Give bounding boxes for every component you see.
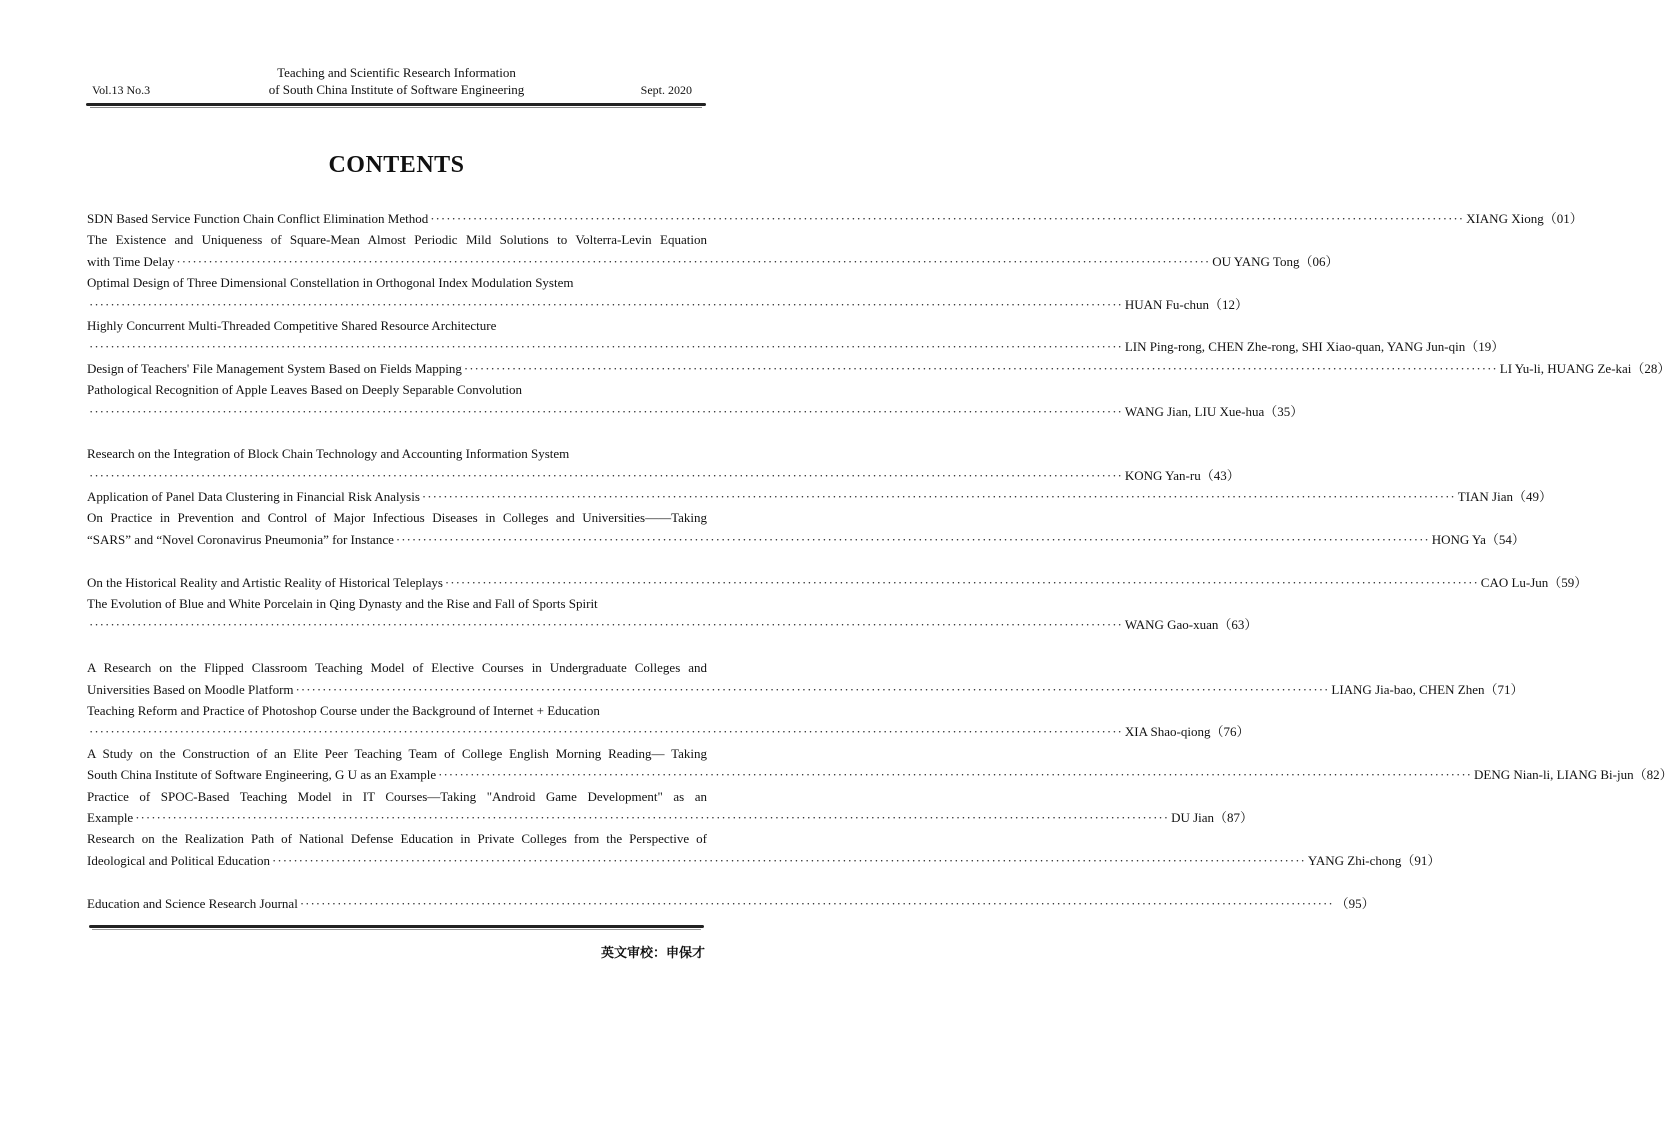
entry-title: Ideological and Political Education — [87, 852, 271, 868]
toc-entry-line[interactable]: A Study on the Construction of an Elite Peer Teaching Team of College English Morning Reading— Taking — [87, 745, 707, 761]
table-of-contents — [87, 208, 1673, 914]
header-rule — [86, 103, 706, 106]
entry-title: Design of Teachers' File Management System Based on Fields Mapping — [87, 360, 462, 376]
section-gap — [87, 422, 707, 443]
leader-dots: ·································································································································································································· — [295, 681, 1330, 697]
issue-date: Sept. 2020 — [640, 83, 692, 97]
leader-dots: ·································································································································································································· — [395, 531, 1430, 547]
toc-entry[interactable] — [87, 401, 1304, 422]
journal-name-line1: Teaching and Scientific Research Information — [277, 65, 516, 80]
leader-dots: ·································································································································································································· — [430, 211, 1465, 226]
page-title: CONTENTS — [328, 152, 465, 178]
toc-entry[interactable] — [87, 465, 1240, 486]
entry-title: Example — [87, 809, 134, 825]
toc-entry-line[interactable]: Optimal Design of Three Dimensional Constellation in Orthogonal Index Modulation System — [87, 275, 574, 291]
toc-entry[interactable] — [87, 850, 1441, 871]
entry-author-page: TIAN Jian（49） — [1457, 489, 1553, 505]
leader-dots: ·································································································································································································· — [299, 895, 1334, 911]
header-rule-thin — [90, 107, 702, 108]
entry-title: Application of Panel Data Clustering in Financial Risk Analysis — [87, 489, 420, 505]
leader-dots: ·································································································································································································· — [176, 253, 1211, 269]
toc-entry-line[interactable]: Teaching Reform and Practice of Photoshop Course under the Background of Internet + Education — [87, 702, 600, 718]
entry-title: On the Historical Reality and Artistic Reality of Historical Teleplays — [87, 574, 443, 590]
entry-title: with Time Delay — [87, 253, 175, 269]
entry-title: South China Institute of Software Engineering, G U as an Example — [87, 767, 437, 783]
toc-entry[interactable] — [87, 614, 1258, 635]
toc-entry[interactable] — [87, 486, 1553, 507]
leader-dots: ·································································································································································································· — [438, 767, 1472, 783]
entry-author-page: YANG Zhi-chong（91） — [1307, 852, 1441, 868]
entry-author-page: KONG Yan-ru（43） — [1124, 467, 1240, 483]
entry-author-page: XIANG Xiong（01） — [1466, 211, 1583, 226]
toc-entry[interactable] — [87, 679, 1524, 700]
toc-entry[interactable] — [87, 251, 1339, 272]
toc-entry-line[interactable]: Research on the Realization Path of National Defense Education in Private Colleges from the Perspective of — [87, 831, 707, 847]
toc-entry[interactable] — [87, 764, 1673, 785]
toc-entry-line[interactable]: On Practice in Prevention and Control of Major Infectious Diseases in Colleges and Universities——Taking — [87, 510, 707, 526]
volume-label: Vol.13 No.3 — [92, 83, 151, 97]
entry-title: Education and Science Research Journal — [87, 895, 298, 911]
journal-name-line2: of South China Institute of Software Engineering — [268, 82, 525, 97]
entry-author-page: XIA Shao-qiong（76） — [1124, 724, 1250, 740]
leader-dots: ·································································································································································································· — [89, 339, 1123, 355]
entry-author-page: LI Yu-li, HUANG Ze-kai（28） — [1499, 360, 1671, 376]
toc-entry[interactable] — [87, 336, 1505, 357]
toc-entry[interactable] — [87, 358, 1671, 379]
toc-entry-line[interactable]: Pathological Recognition of Apple Leaves Based on Deeply Separable Convolution — [87, 382, 523, 398]
entry-author-page: （95） — [1335, 895, 1375, 911]
entry-author-page: LIN Ping-rong, CHEN Zhe-rong, SHI Xiao-quan, YANG Jun-qin（19） — [1124, 339, 1505, 355]
toc-entry[interactable] — [87, 893, 1375, 914]
toc-entry[interactable] — [87, 572, 1588, 593]
leader-dots: ·································································································································································································· — [89, 617, 1123, 633]
entry-author-page: WANG Jian, LIU Xue-hua（35） — [1124, 403, 1304, 419]
footer-rule-thin — [92, 929, 701, 930]
leader-dots: ·································································································································································································· — [444, 574, 1479, 590]
entry-author-page: DU Jian（87） — [1171, 809, 1254, 825]
toc-entry[interactable] — [87, 208, 1583, 229]
leader-dots: ·································································································································································································· — [89, 403, 1123, 419]
entry-author-page: WANG Gao-xuan（63） — [1124, 617, 1258, 633]
footer-rule — [89, 925, 704, 928]
toc-entry-line[interactable]: A Research on the Flipped Classroom Teaching Model of Elective Courses in Undergraduate Colleges and — [87, 660, 707, 676]
toc-entry[interactable] — [87, 807, 1254, 828]
toc-entry-line[interactable]: The Evolution of Blue and White Porcelain in Qing Dynasty and the Rise and Fall of Sports Spirit — [87, 596, 598, 612]
leader-dots: ·································································································································································································· — [89, 296, 1123, 312]
section-gap — [87, 871, 707, 892]
toc-entry[interactable] — [87, 294, 1248, 315]
toc-entry-line[interactable]: Highly Concurrent Multi-Threaded Competitive Shared Resource Architecture — [87, 317, 497, 333]
toc-entry-line[interactable]: Practice of SPOC-Based Teaching Model in IT Courses—Taking "Android Game Development" as an — [87, 788, 707, 804]
entry-title: Universities Based on Moodle Platform — [87, 681, 294, 697]
leader-dots: ·································································································································································································· — [463, 360, 1498, 376]
entry-author-page: CAO Lu-Jun（59） — [1480, 574, 1588, 590]
toc-entry-line[interactable]: Research on the Integration of Block Chain Technology and Accounting Information System — [87, 446, 570, 462]
toc-entry[interactable] — [87, 529, 1525, 550]
section-gap — [87, 550, 707, 571]
leader-dots: ·································································································································································································· — [135, 809, 1170, 825]
leader-dots: ·································································································································································································· — [421, 489, 1456, 505]
section-gap — [87, 636, 707, 657]
entry-author-page: HONG Ya（54） — [1431, 531, 1525, 547]
english-proofreader: 英文审校：申保才 — [600, 946, 705, 961]
toc-entry[interactable] — [87, 721, 1250, 742]
entry-author-page: HUAN Fu-chun（12） — [1124, 296, 1248, 312]
entry-title: “SARS” and “Novel Coronavirus Pneumonia” for Instance — [87, 531, 394, 547]
entry-author-page: DENG Nian-li, LIANG Bi-jun（82） — [1473, 767, 1673, 783]
entry-author-page: OU YANG Tong（06） — [1212, 253, 1339, 269]
entry-title: SDN Based Service Function Chain Conflict Elimination Method — [87, 211, 429, 226]
toc-entry-line[interactable]: The Existence and Uniqueness of Square-Mean Almost Periodic Mild Solutions to Volterra-Levin Equation — [87, 232, 707, 248]
leader-dots: ·································································································································································································· — [89, 467, 1123, 483]
leader-dots: ·································································································································································································· — [89, 724, 1123, 740]
leader-dots: ·································································································································································································· — [272, 852, 1306, 868]
entry-author-page: LIANG Jia-bao, CHEN Zhen（71） — [1331, 681, 1524, 697]
